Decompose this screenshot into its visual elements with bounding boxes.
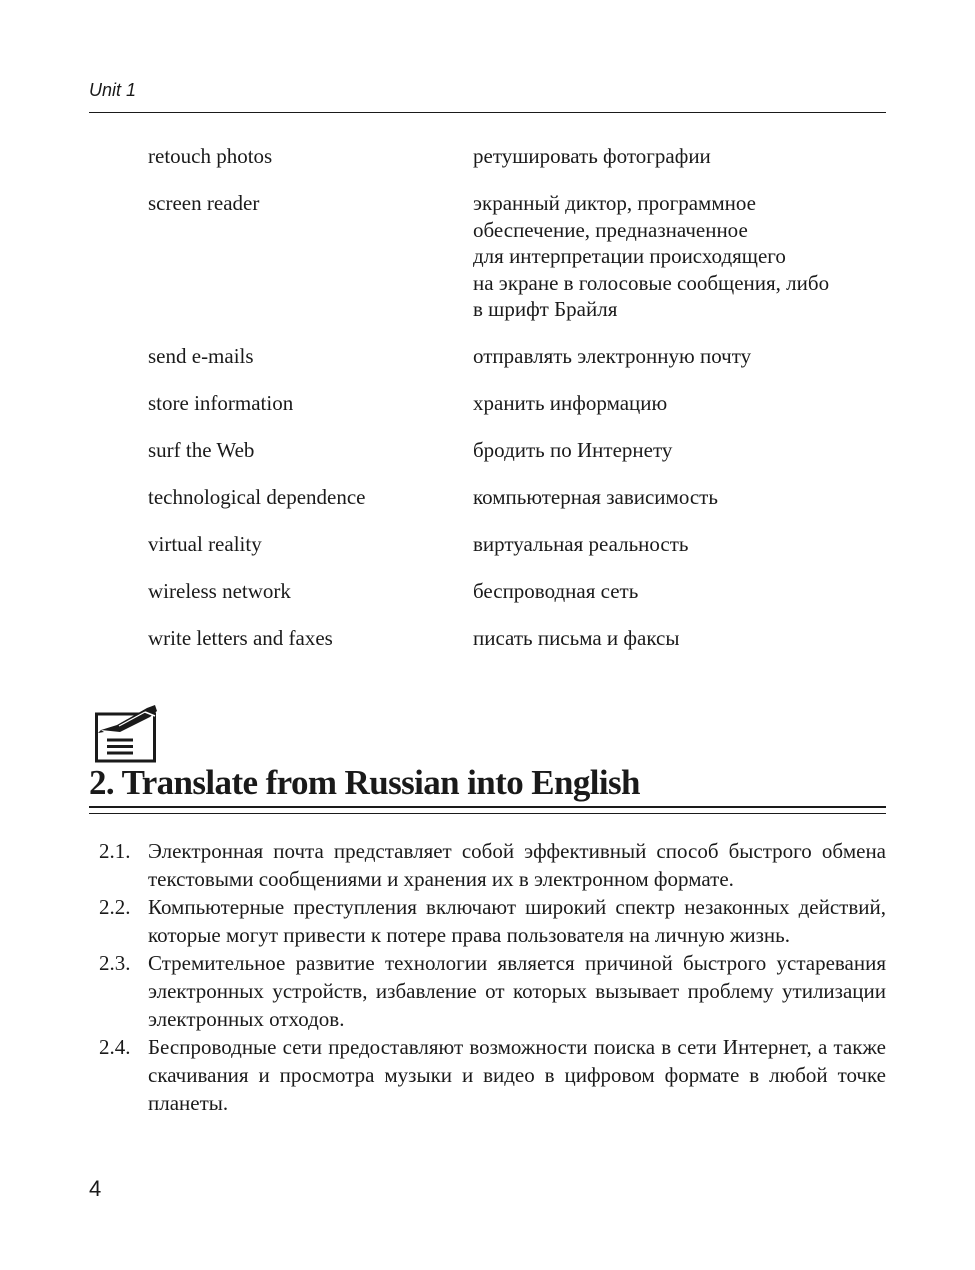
exercise-number: 2.2. [99,895,131,919]
exercise-item [89,893,886,949]
vocabulary-translation: бродить по Интернету [473,438,673,462]
exercise-text: Стремительное развитие технологии является причиной быстрого устаревания электронных устройств, избавление от которых вызывает проблему утилизации электронных отходов. [148,951,886,1031]
page-number: 4 [89,1176,102,1201]
exercise-number: 2.1. [99,839,131,863]
vocabulary-translation: виртуальная реальность [473,532,689,556]
vocabulary-term: store information [148,391,294,415]
running-head: Unit 1 [89,80,137,100]
exercise-list [89,837,886,1117]
vocabulary-list [148,143,878,672]
vocabulary-row [148,531,878,558]
vocabulary-row [148,578,878,605]
vocabulary-translation: беспроводная сеть [473,579,639,603]
vocabulary-term: send e-mails [148,344,254,368]
vocabulary-term: wireless network [148,579,291,603]
exercise-item [89,837,886,893]
exercise-text: Беспроводные сети предоставляют возможности поиска в сети Интернет, а также скачивания и просмотра музыки и видео в цифровом формате в любой точке планеты. [148,1035,886,1115]
vocabulary-term: retouch photos [148,144,273,168]
section-heading: 2. Translate from Russian into English [89,763,640,802]
vocabulary-row [148,343,878,370]
vocabulary-term: screen reader [148,191,260,215]
exercise-text: Электронная почта представляет собой эффективный способ быстрого обмена текстовыми сообщениями и хранения их в электронном формате. [148,839,886,891]
vocabulary-row [148,390,878,417]
vocabulary-translation: компьютерная зависимость [473,485,718,509]
vocabulary-row [148,625,878,652]
vocabulary-translation: отправлять электронную почту [473,344,752,368]
vocabulary-translation: экранный диктор, программное обеспечение, предназначенное для интерпретации происходящего на экране в голосовые сообщения, либо в шрифт Брайля [473,191,830,321]
vocabulary-translation: хранить информацию [473,391,668,415]
vocabulary-term: virtual reality [148,532,262,556]
exercise-item [89,1033,886,1117]
writing-task-icon [95,702,159,764]
vocabulary-term: write letters and faxes [148,626,333,650]
vocabulary-row [148,190,878,323]
vocabulary-term: technological dependence [148,485,366,509]
vocabulary-translation: писать письма и факсы [473,626,680,650]
exercise-text: Компьютерные преступления включают широкий спектр незаконных действий, которые могут привести к потере права пользователя на личную жизнь. [148,895,886,947]
exercise-number: 2.3. [99,951,131,975]
vocabulary-translation: ретушировать фотографии [473,144,711,168]
exercise-item [89,949,886,1033]
header-rule [89,112,886,113]
vocabulary-row [148,484,878,511]
exercise-number: 2.4. [99,1035,131,1059]
vocabulary-term: surf the Web [148,438,255,462]
vocabulary-row [148,437,878,464]
vocabulary-row [148,143,878,170]
section-rule [89,806,886,814]
